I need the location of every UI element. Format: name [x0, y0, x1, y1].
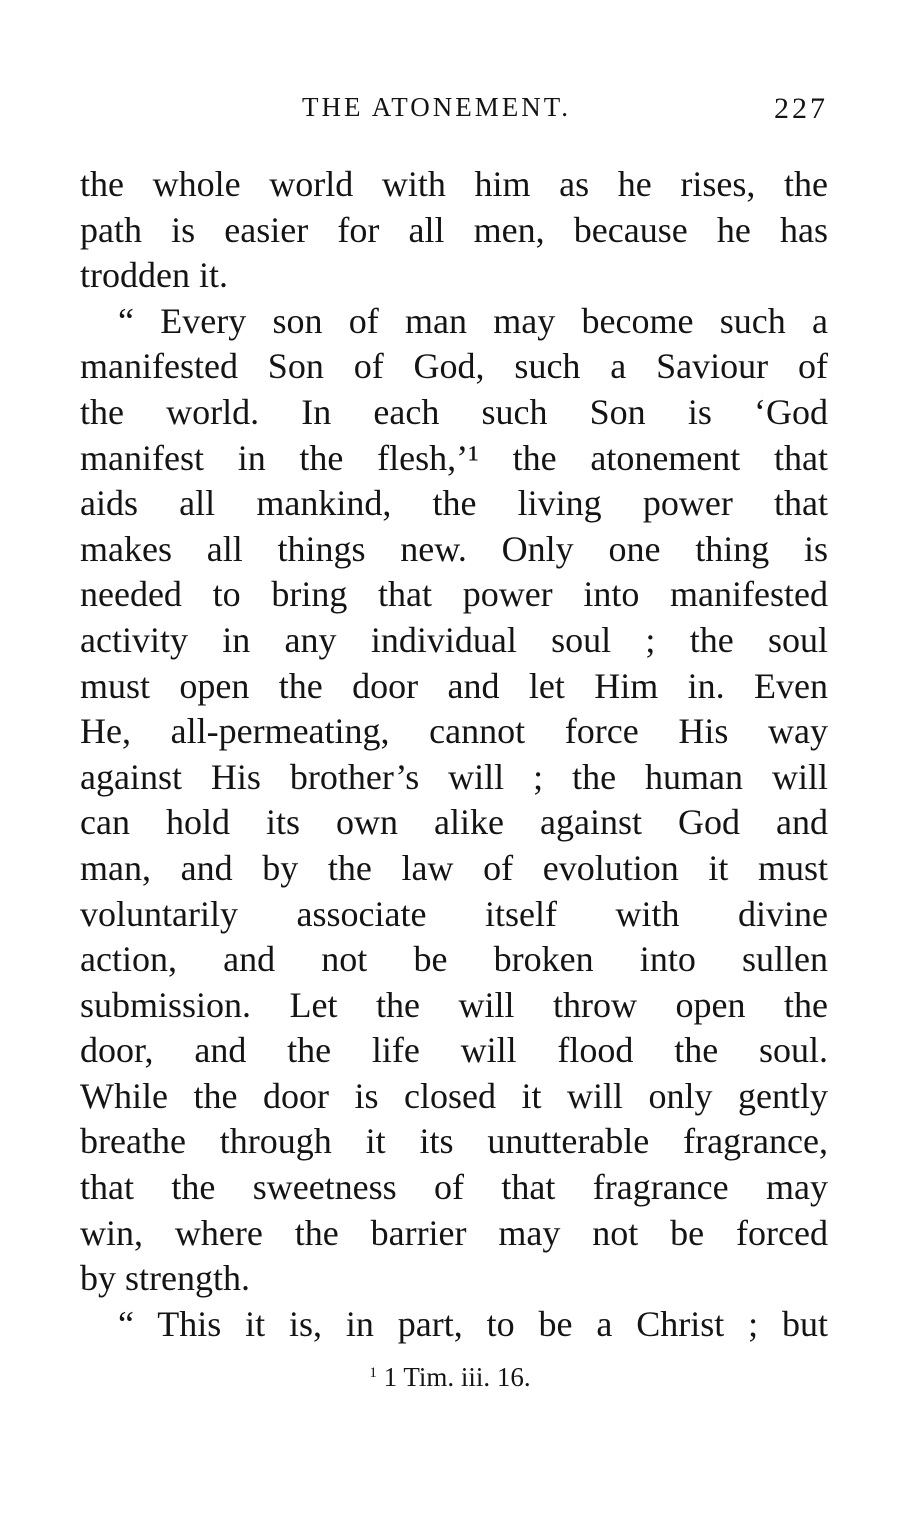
text-line: action, and not be broken into sullen — [80, 939, 828, 980]
body-text — [80, 162, 828, 1347]
text-line: needed to bring that power into manifested — [80, 574, 828, 615]
text-line: manifested Son of God, such a Saviour of — [80, 346, 828, 387]
text-line: submission. Let the will throw open the — [80, 984, 828, 1025]
text-line: voluntarily associate itself with divine — [80, 893, 828, 934]
paragraph-2 — [80, 299, 828, 1302]
text-line: breathe through it its unutterable fragrance, — [80, 1121, 828, 1162]
text-line: by strength. — [80, 1258, 250, 1299]
running-head — [80, 92, 828, 132]
footnote — [0, 1362, 900, 1393]
footnote-marker: 1 — [369, 1365, 377, 1381]
text-line: He, all-permeating, cannot force His way — [80, 711, 828, 752]
text-line: door, and the life will flood the soul. — [80, 1030, 828, 1071]
text-line: activity in any individual soul ; the soul — [80, 619, 828, 660]
text-line: man, and by the law of evolution it must — [80, 847, 828, 888]
page-number: 227 — [774, 92, 828, 125]
text-line: manifest in the flesh,’¹ the atonement that — [80, 437, 828, 478]
text-line: the whole world with him as he rises, the — [80, 164, 828, 204]
text-line: win, where the barrier may not be forced — [80, 1212, 828, 1253]
chapter-title: THE ATONEMENT. — [302, 92, 571, 122]
text-line: While the door is closed it will only gently — [80, 1075, 828, 1116]
text-line: that the sweetness of that fragrance may — [80, 1167, 828, 1208]
paragraph-1 — [80, 162, 828, 299]
footnote-text: 1 Tim. iii. 16. — [383, 1362, 531, 1392]
text-line: must open the door and let Him in. Even — [80, 665, 828, 706]
text-line: “ Every son of man may become such a — [118, 300, 828, 341]
text-line: against His brother’s will ; the human will — [80, 756, 828, 797]
paragraph-3 — [80, 1302, 828, 1348]
text-line: aids all mankind, the living power that — [80, 483, 828, 524]
text-line: can hold its own alike against God and — [80, 802, 828, 843]
text-line: “ This it is, in part, to be a Christ ; but — [118, 1303, 828, 1344]
text-line: path is easier for all men, because he has — [80, 209, 828, 250]
text-line: the world. In each such Son is ‘God — [80, 391, 828, 432]
text-line: trodden it. — [80, 255, 228, 296]
text-line: makes all things new. Only one thing is — [80, 528, 828, 569]
